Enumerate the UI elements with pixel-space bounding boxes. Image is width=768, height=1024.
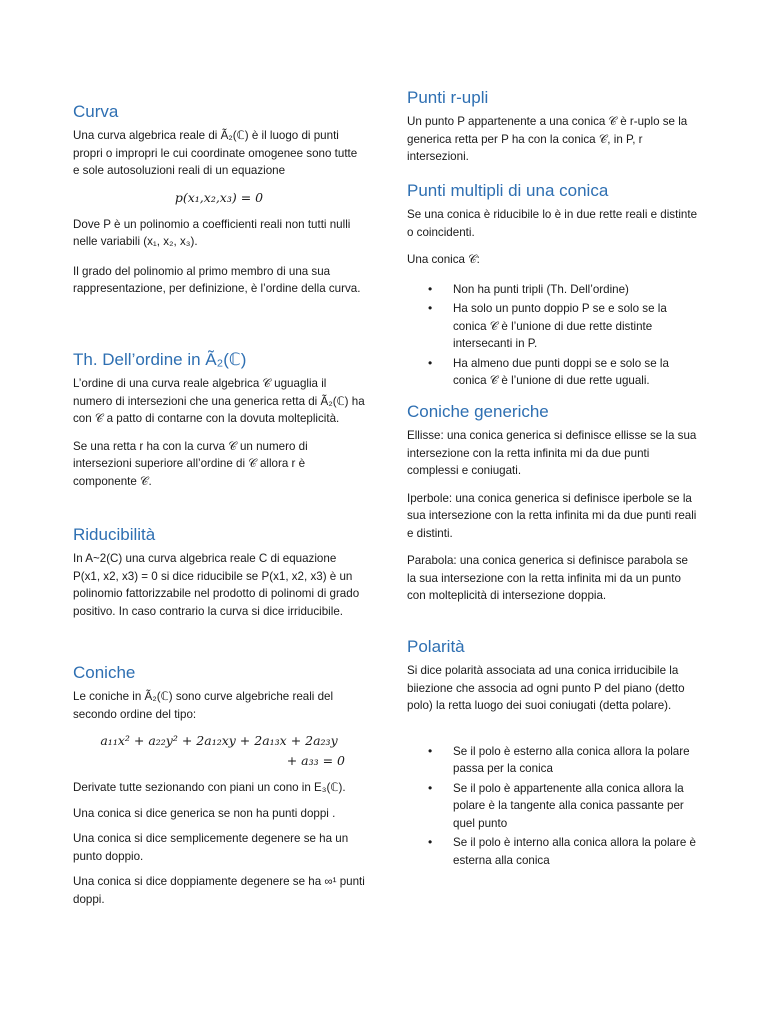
curva-paragraph-2: Dove P è un polinomio a coefficienti reali non tutti nulli nelle variabili (x₁, x₂, x₃). [73,217,351,248]
coniche-equation-line-1: a₁₁x² + a₂₂y² + 2a₁₂xy + 2a₁₃x + 2a₂₃y [100,733,338,748]
list-item: • Ha almeno due punti doppi se e solo se la conica 𝒞 è l’unione di due rette uguali. [428,355,669,387]
section-punti-multipli [407,180,699,392]
section-polarita [407,636,699,871]
bullet-icon: • [428,743,433,758]
coniche-paragraph-3: Una conica si dice generica se non ha punti doppi . [73,806,336,820]
heading-curva: Curva [73,102,119,121]
coniche-paragraph-5: Una conica si dice doppiamente degenere se ha ∞¹ punti doppi. [73,875,365,906]
bullet-icon: • [428,355,433,370]
list-item: • Non ha punti tripli (Th. Dell’ordine) [407,281,699,299]
section-th-ordine [73,349,365,498]
curva-paragraph-3: Il grado del polinomio al primo membro di una sua rappresentazione, per definizione, è l’ordine della curva. [73,264,361,295]
bullet-icon: • [428,281,433,296]
coniche-equation-line-2: + a₃₃ = 0 [286,753,345,768]
heading-punti-rupli: Punti r-upli [407,88,489,107]
multipli-list [407,281,699,390]
multipli-paragraph-2: Una conica 𝒞: [407,253,480,266]
coniche-paragraph-4: Una conica si dice semplicemente degenere se ha un punto doppio. [73,832,349,863]
list-item: • Se il polo è appartenente alla conica allora la polare è la tangente alla conica passante per quel punto [428,780,684,830]
coniche-paragraph-2: Derivate tutte sezionando con piani un cono in E₃(ℂ). [73,781,346,794]
polarita-list [407,743,699,870]
generiche-iperbole: Iperbole: una conica generica si definisce iperbole se la sua intersezione con la retta infinita mi da due punti reali e distinti. [407,491,697,540]
coniche-paragraph-1: Le coniche in Ã₂(ℂ) sono curve algebriche reali del secondo ordine del tipo: [73,690,334,721]
list-item: • Se il polo è interno alla conica allora la polare è esterna alla conica [428,835,696,867]
heading-coniche: Coniche [73,663,136,682]
section-coniche [73,662,365,916]
generiche-ellisse: Ellisse: una conica generica si definisce ellisse se la sua intersezione con la retta infinita mi da due punti complessi e coniugati. [407,429,697,477]
heading-th-ordine: Th. Dell’ordine in Ã₂(ℂ) [73,350,247,369]
ordine-paragraph-1: L’ordine di una curva reale algebrica 𝒞 uguaglia il numero di intersezioni che una generica retta di Ã₂(ℂ) ha con 𝒞 a patto di contarne con la dovuta molteplicità. [73,377,365,425]
heading-punti-multipli: Punti multipli di una conica [407,181,609,200]
bullet-icon: • [428,301,433,315]
ordine-paragraph-2: Se una retta r ha con la curva 𝒞 un numero di intersezioni superiore all’ordine di 𝒞 allora r è componente 𝒞. [73,439,308,488]
curva-paragraph-1: Una curva algebrica reale di Ã₂(ℂ) è il luogo di punti propri o impropri le cui coordinate omogenee sono tutte e sole autosoluzioni reali di un equazione [73,129,358,177]
generiche-parabola: Parabola: una conica generica si definisce parabola se la sua intersezione con la retta infinita mi da un punto con molteplicità di intersezione doppia. [407,554,689,602]
bullet-icon: • [428,835,433,849]
polarita-paragraph-1: Si dice polarità associata ad una conica irriducibile la biiezione che associa ad ogni punto P del piano (detto polo) la retta luogo dei suoi coniugati (detta polare). [407,664,685,712]
list-item: • Ha solo un punto doppio P se e solo se la conica 𝒞 è l’unione di due rette distinte intersecanti in P. [428,301,667,350]
section-coniche-generiche [407,401,699,613]
multipli-paragraph-1: Se una conica è riducibile lo è in due rette reali e distinte o coincidenti. [407,208,698,239]
section-curva [73,101,365,306]
section-punti-rupli [407,87,699,174]
heading-polarita: Polarità [407,637,465,656]
heading-riducibilita: Riducibilità [73,525,156,544]
heading-coniche-generiche: Coniche generiche [407,402,549,421]
rupli-paragraph-1: Un punto P appartenente a una conica 𝒞 è r-uplo se la generica retta per P ha con la conica 𝒞, in P, r intersezioni. [407,115,688,163]
list-item: • Se il polo è esterno alla conica allora la polare passa per la conica [428,743,690,775]
riducibilita-paragraph-1: In A~2(C) una curva algebrica reale C di equazione P(x1, x2, x3) = 0 si dice riducibile se P(x1, x2, x3) è un polinomio fattorizzabile nel prodotto di polinomi di grado positivo. In caso contrario la curva si dice irriducibile. [73,552,360,618]
bullet-icon: • [428,780,433,795]
section-riducibilita [73,524,365,628]
curva-equation: p(x₁,x₂,x₃) = 0 [174,189,264,205]
